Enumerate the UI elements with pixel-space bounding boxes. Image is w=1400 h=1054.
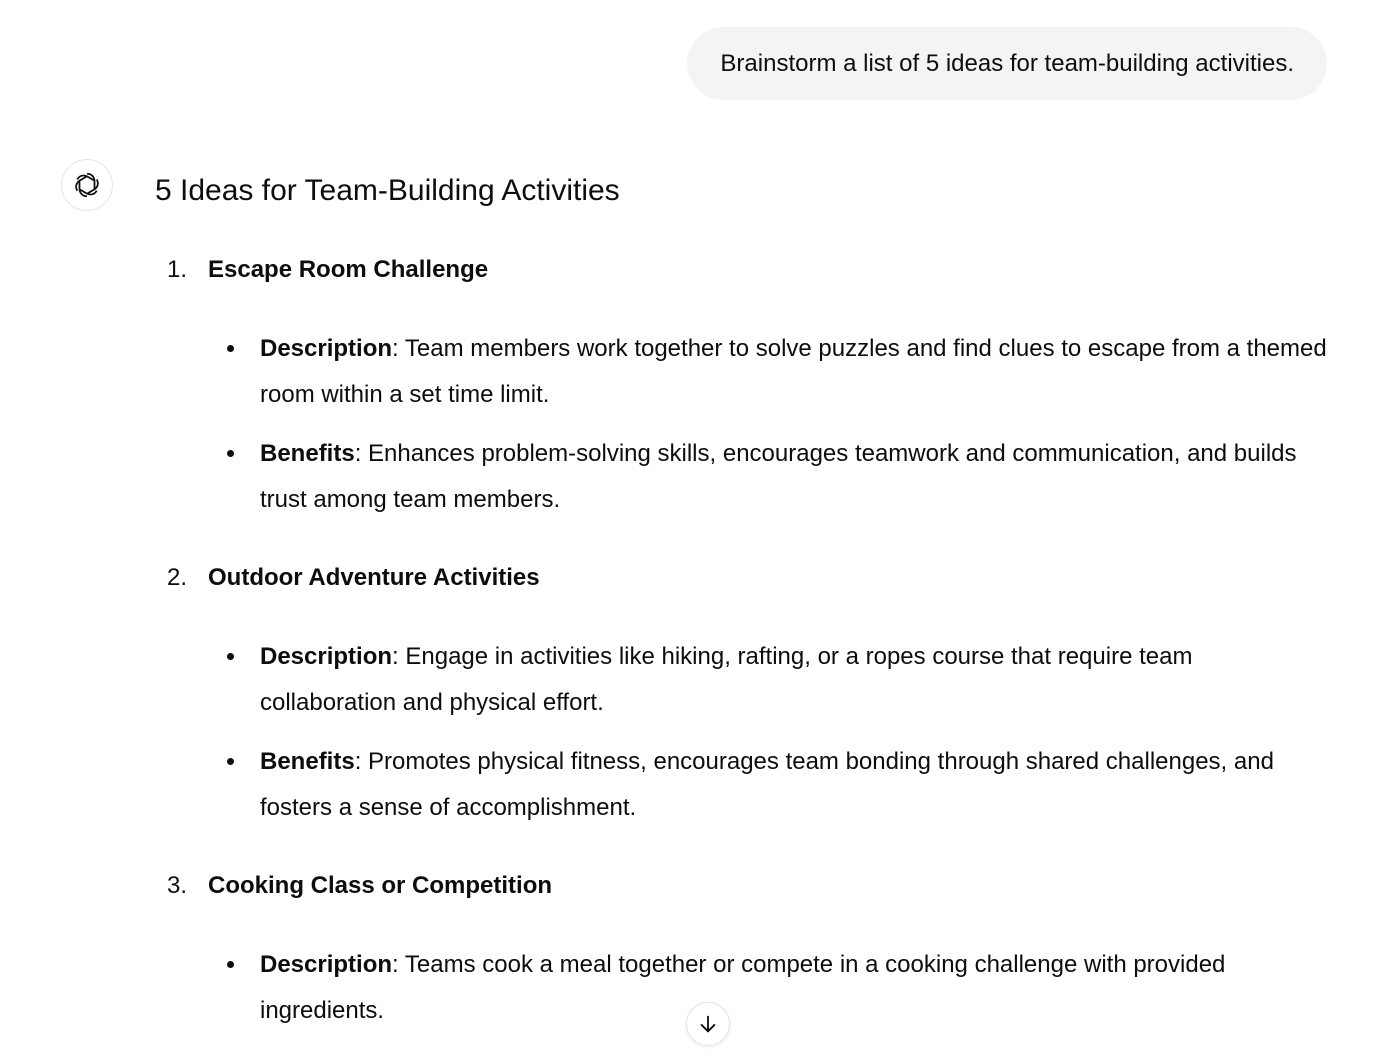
user-message-text: Brainstorm a list of 5 ideas for team-building activities. — [720, 49, 1294, 77]
idea-item — [155, 247, 1335, 523]
openai-logo-icon — [72, 170, 102, 200]
point-text: : Engage in activities like hiking, rafting, or a ropes course that require team collaboration and physical effort. — [260, 643, 1193, 716]
point-label: Benefits — [260, 440, 355, 467]
idea-point — [155, 431, 1335, 523]
idea-name: Outdoor Adventure Activities — [208, 564, 540, 591]
bullet-dot — [227, 653, 234, 660]
scroll-to-bottom-button[interactable] — [686, 1002, 730, 1046]
point-label: Description — [260, 643, 393, 670]
bullet-dot — [227, 345, 234, 352]
bullet-dot — [227, 961, 234, 968]
point-text: : Promotes physical fitness, encourages team bonding through shared challenges, and fosters a sense of accomplishment. — [260, 748, 1274, 821]
idea-points — [155, 942, 1335, 1034]
ideas-list — [155, 247, 1335, 1034]
idea-point — [155, 326, 1335, 418]
idea-heading — [155, 555, 1335, 601]
idea-point — [155, 634, 1335, 726]
idea-points — [155, 634, 1335, 831]
point-text: : Teams cook a meal together or compete in a cooking challenge with provided ingredients. — [260, 951, 1226, 1024]
response-title: 5 Ideas for Team-Building Activities — [155, 174, 620, 207]
idea-item — [155, 863, 1335, 1034]
idea-heading — [155, 247, 1335, 293]
idea-heading — [155, 863, 1335, 909]
point-text: : Enhances problem-solving skills, encourages teamwork and communication, and builds trust among team members. — [260, 440, 1297, 513]
point-text: : Team members work together to solve puzzles and find clues to escape from a themed room within a set time limit. — [260, 335, 1327, 408]
idea-number: 3. — [167, 872, 188, 899]
idea-item — [155, 555, 1335, 831]
idea-points — [155, 326, 1335, 523]
assistant-response — [155, 168, 1335, 1034]
point-label: Description — [260, 951, 393, 978]
idea-name: Cooking Class or Competition — [208, 872, 553, 899]
idea-name: Escape Room Challenge — [208, 256, 489, 283]
bullet-dot — [227, 450, 234, 457]
point-label: Description — [260, 335, 393, 362]
user-message-bubble — [687, 27, 1327, 100]
idea-point — [155, 739, 1335, 831]
idea-number: 1. — [167, 256, 188, 283]
assistant-avatar — [61, 159, 113, 211]
bullet-dot — [227, 758, 234, 765]
idea-point — [155, 942, 1335, 1034]
arrow-down-icon — [697, 1013, 719, 1035]
idea-number: 2. — [167, 564, 188, 591]
point-label: Benefits — [260, 748, 355, 775]
